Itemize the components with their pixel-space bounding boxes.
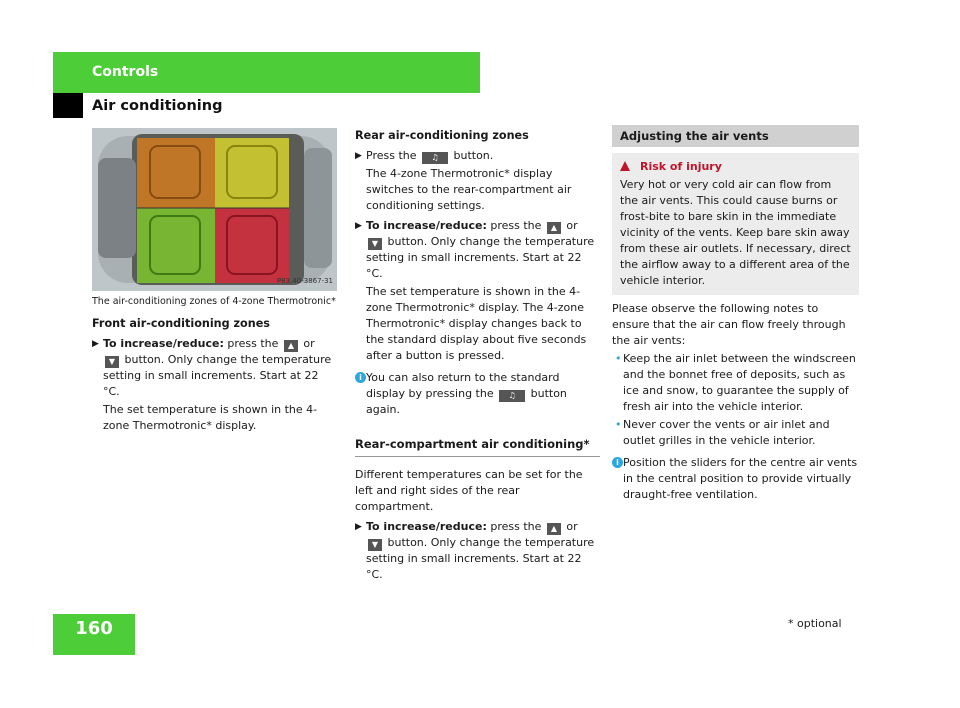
bullet-icon: •: [615, 418, 622, 431]
info-icon: i: [355, 372, 366, 383]
column-1: [92, 128, 337, 436]
list-item: • Keep the air inlet between the windscreen and the bonnet free of deposits, such as ice and snow, to guarantee the supply of fresh air into the vehicle interior.: [615, 352, 856, 413]
figure-caption: The air-conditioning zones of 4-zone Thermotronic*: [92, 296, 336, 307]
rear-press-step: ▶ Press the ♫ button.: [355, 149, 494, 162]
car-zones-image: [92, 128, 337, 291]
vents-info-note: i Position the sliders for the centre air vents in the central position to provide virtually draught-free ventilation.: [612, 455, 859, 503]
warning-triangle-icon: [620, 161, 630, 171]
air-vents-heading: Adjusting the air vents: [612, 125, 859, 147]
image-code: P83.40-3867-31: [276, 277, 333, 285]
info-icon: i: [612, 457, 623, 468]
rear-compartment-heading: Rear-compartment air conditioning*: [355, 436, 600, 457]
rear-increase-step: ▶ To increase/reduce: press the ▲ or ▼ button. Only change the temperature setting in small increments. Start at 22 °C.: [355, 219, 595, 280]
step-arrow-icon: ▶: [92, 339, 99, 349]
warning-text: Very hot or very cold air can flow from the air vents. This could cause burns or frost-bite to bare skin in the immediate vicinity of the vents. Keep bare skin away from these air outlets. If necessary, direct the airflow away to a different area of the vehicle interior.: [620, 178, 851, 287]
step-arrow-icon: ▶: [355, 151, 362, 161]
warning-box: [612, 153, 859, 295]
bullet-icon: •: [615, 352, 622, 365]
step-arrow-icon: ▶: [355, 522, 362, 532]
column-2: [355, 128, 600, 585]
rear-compartment-step: ▶ To increase/reduce: press the ▲ or ▼ button. Only change the temperature setting in small increments. Start at 22 °C.: [355, 520, 595, 581]
page-number: 160: [75, 618, 113, 639]
down-arrow-key-icon: ▼: [368, 238, 382, 250]
rear-info-note: i You can also return to the standard display by pressing the ♫ button again.: [355, 370, 600, 418]
footnote: * optional: [788, 617, 842, 630]
rear-climate-button-icon: ♫: [499, 390, 525, 402]
up-arrow-key-icon: ▲: [547, 222, 561, 234]
warning-title: Risk of injury: [620, 159, 851, 175]
list-item: • Never cover the vents or air inlet and outlet grilles in the vehicle interior.: [615, 418, 830, 447]
section-title: Controls: [92, 64, 159, 80]
front-increase-step: ▶ To increase/reduce: press the ▲ or ▼ button. Only change the temperature setting in small increments. Start at 22 °C.: [92, 337, 332, 398]
zone-rear-left: [137, 208, 215, 283]
step-arrow-icon: ▶: [355, 221, 362, 231]
vents-intro: Please observe the following notes to ensure that the air can flow freely through the air vents:: [612, 302, 846, 347]
rear-compartment-intro: Different temperatures can be set for the left and right sides of the rear compartment.: [355, 468, 583, 513]
front-step-note: The set temperature is shown in the 4-zone Thermotronic* display.: [103, 403, 318, 432]
down-arrow-key-icon: ▼: [368, 539, 382, 551]
rear-step-note: The set temperature is shown in the 4-zone Thermotronic* display. The 4-zone Thermotronic* display changes back to the standard display about five seconds after a button is pressed.: [366, 285, 587, 362]
rear-climate-button-icon: ♫: [422, 152, 448, 164]
up-arrow-key-icon: ▲: [547, 523, 561, 535]
down-arrow-key-icon: ▼: [105, 356, 119, 368]
front-zones-heading: Front air-conditioning zones: [92, 317, 270, 330]
header-marker: [53, 93, 83, 118]
car-top-view-icon: [92, 128, 337, 291]
up-arrow-key-icon: ▲: [284, 340, 298, 352]
rear-press-note: The 4-zone Thermotronic* display switches to the rear-compartment air conditioning settings.: [366, 167, 572, 212]
subsection-title: Air conditioning: [92, 98, 223, 114]
column-3: [612, 125, 859, 509]
rear-zones-heading: Rear air-conditioning zones: [355, 129, 529, 142]
